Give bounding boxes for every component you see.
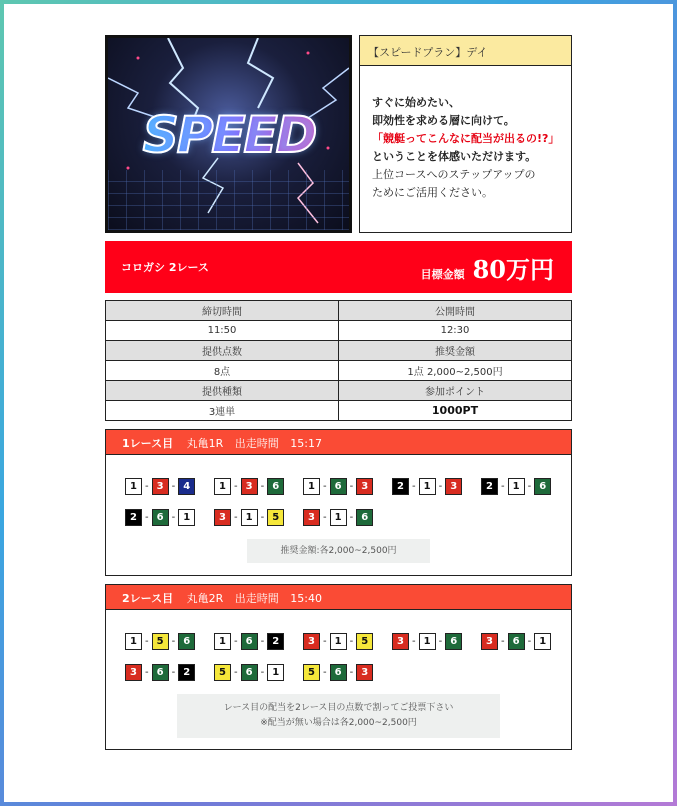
trifecta-combo (481, 477, 570, 496)
combo-separator: - (234, 512, 238, 523)
boat-number-badge: 1 (303, 478, 320, 495)
plan-description (360, 66, 571, 202)
boat-number-badge: 5 (303, 664, 320, 681)
goal-amount-group (421, 250, 554, 285)
boat-number-badge: 3 (356, 478, 373, 495)
combo-row (125, 508, 571, 527)
table-header-cell: 提供点数 (106, 341, 339, 361)
desc-line: すぐに始めたい、 (372, 96, 460, 109)
table-header-cell: 提供種類 (106, 381, 339, 401)
hero-section (105, 35, 572, 233)
combo-separator: - (527, 481, 532, 492)
boat-number-badge: 4 (178, 478, 195, 495)
boat-number-badge: 1 (330, 509, 347, 526)
race-2-block (105, 584, 572, 750)
trifecta-combo (125, 632, 214, 651)
boat-number-badge: 3 (303, 633, 320, 650)
note-line: レース目の配当を2レース目の点数で割ってご投票下さい (223, 703, 454, 713)
combo-separator: - (145, 481, 149, 492)
table-cell: 1点 2,000~2,500円 (339, 361, 572, 381)
combo-row (125, 477, 571, 496)
boat-number-badge: 2 (481, 478, 498, 495)
race-venue: 丸亀1R (186, 437, 224, 450)
goal-amount: 80万円 (472, 254, 554, 284)
boat-number-badge: 1 (214, 633, 231, 650)
table-row (106, 361, 572, 381)
race-count-label: コロガシ 2レース (121, 261, 209, 274)
table-cell: 11:50 (106, 321, 339, 341)
boat-number-badge: 2 (125, 509, 142, 526)
combo-separator: - (438, 636, 443, 647)
table-cell: 12:30 (339, 321, 572, 341)
combo-separator: - (171, 512, 176, 523)
table-row (106, 321, 572, 341)
boat-number-badge: 1 (125, 478, 142, 495)
combo-separator: - (323, 481, 327, 492)
boat-number-badge: 6 (152, 664, 169, 681)
boat-number-badge: 3 (152, 478, 169, 495)
trifecta-combo (214, 632, 303, 651)
trifecta-combo (303, 663, 392, 682)
boat-number-badge: 2 (392, 478, 409, 495)
content-wrapper (105, 35, 572, 750)
combo-separator: - (349, 636, 354, 647)
plan-info-box (359, 35, 572, 233)
combo-separator: - (412, 636, 416, 647)
table-header-cell: 推奨金額 (339, 341, 572, 361)
trifecta-combo (303, 632, 392, 651)
desc-line: ためにご活用ください。 (372, 186, 493, 199)
boat-number-badge: 1 (508, 478, 525, 495)
desc-line: ということを体感いただけます。 (372, 150, 537, 163)
table-row (106, 401, 572, 421)
boat-number-badge: 3 (125, 664, 142, 681)
table-header-cell: 参加ポイント (339, 381, 572, 401)
boat-number-badge: 3 (214, 509, 231, 526)
start-label: 出走時間 (234, 592, 279, 605)
boat-number-badge: 1 (241, 509, 258, 526)
table-header-cell: 公開時間 (339, 301, 572, 321)
combo-separator: - (234, 481, 238, 492)
combo-separator: - (412, 481, 416, 492)
combo-separator: - (171, 636, 176, 647)
combo-separator: - (260, 636, 265, 647)
combo-separator: - (323, 667, 327, 678)
boat-number-badge: 6 (152, 509, 169, 526)
page-frame (4, 4, 673, 802)
combo-separator: - (323, 512, 327, 523)
trifecta-combo (392, 477, 481, 496)
combo-separator: - (323, 636, 327, 647)
instruction-note (177, 694, 500, 738)
combo-separator: - (145, 636, 149, 647)
combo-separator: - (234, 667, 238, 678)
boat-number-badge: 6 (241, 664, 258, 681)
boat-number-badge: 1 (267, 664, 284, 681)
boat-number-badge: 6 (445, 633, 462, 650)
combo-separator: - (260, 512, 265, 523)
start-time: 15:40 (290, 592, 322, 605)
combo-separator: - (501, 481, 505, 492)
trifecta-combo (303, 508, 392, 527)
combo-list (106, 610, 571, 682)
combo-separator: - (171, 481, 176, 492)
boat-number-badge: 1 (419, 633, 436, 650)
desc-line-highlight: 「競艇ってこんなに配当が出るの!?」 (372, 132, 560, 145)
boat-number-badge: 6 (178, 633, 195, 650)
trifecta-combo (214, 663, 303, 682)
start-label: 出走時間 (234, 437, 279, 450)
desc-line: 即効性を求める層に向けて。 (372, 114, 515, 127)
combo-separator: - (234, 636, 238, 647)
boat-number-badge: 1 (330, 633, 347, 650)
combo-separator: - (501, 636, 505, 647)
boat-number-badge: 2 (267, 633, 284, 650)
combo-separator: - (349, 512, 354, 523)
note-line: ※配当が無い場合は各2,000~2,500円 (260, 718, 417, 728)
race-venue: 丸亀2R (186, 592, 224, 605)
combo-row (125, 663, 571, 682)
plan-title: 【スピードプラン】デイ (360, 36, 571, 66)
boat-number-badge: 1 (125, 633, 142, 650)
combo-separator: - (349, 481, 354, 492)
race-2-header (106, 585, 571, 610)
combo-separator: - (527, 636, 532, 647)
table-cell: 3連単 (106, 401, 339, 421)
note-line: 推奨金額:各2,000~2,500円 (280, 546, 397, 556)
boat-number-badge: 1 (214, 478, 231, 495)
combo-separator: - (260, 481, 265, 492)
table-row (106, 341, 572, 361)
boat-number-badge: 3 (356, 664, 373, 681)
trifecta-combo (125, 663, 214, 682)
boat-number-badge: 3 (241, 478, 258, 495)
recommend-note (247, 539, 430, 563)
boat-number-badge: 1 (178, 509, 195, 526)
boat-number-badge: 5 (214, 664, 231, 681)
combo-separator: - (260, 667, 265, 678)
boat-number-badge: 6 (330, 478, 347, 495)
boat-number-badge: 1 (534, 633, 551, 650)
target-banner (105, 241, 572, 293)
boat-number-badge: 6 (508, 633, 525, 650)
combo-separator: - (145, 512, 149, 523)
info-table (105, 300, 572, 421)
boat-number-badge: 3 (445, 478, 462, 495)
boat-number-badge: 6 (330, 664, 347, 681)
grid-floor (108, 170, 349, 230)
boat-number-badge: 5 (267, 509, 284, 526)
boat-number-badge: 3 (303, 509, 320, 526)
boat-number-badge: 6 (534, 478, 551, 495)
goal-label: 目標金額 (420, 267, 465, 281)
table-row (106, 381, 572, 401)
boat-number-badge: 5 (356, 633, 373, 650)
trifecta-combo (125, 508, 214, 527)
speed-logo-text: SPEED (116, 106, 342, 164)
boat-number-badge: 6 (356, 509, 373, 526)
boat-number-badge: 1 (419, 478, 436, 495)
combo-separator: - (349, 667, 354, 678)
desc-line: 上位コースへのステップアップの (372, 168, 536, 181)
race-title: 1レース目 (122, 437, 174, 450)
table-header-cell: 締切時間 (106, 301, 339, 321)
combo-separator: - (171, 667, 176, 678)
table-cell: 1000PT (339, 401, 572, 421)
race-1-block (105, 429, 572, 576)
trifecta-combo (392, 632, 481, 651)
start-time: 15:17 (290, 437, 322, 450)
trifecta-combo (481, 632, 570, 651)
combo-separator: - (145, 667, 149, 678)
speed-banner-image (105, 35, 352, 233)
table-row (106, 301, 572, 321)
trifecta-combo (303, 477, 392, 496)
boat-number-badge: 3 (481, 633, 498, 650)
race-1-header (106, 430, 571, 455)
boat-number-badge: 3 (392, 633, 409, 650)
boat-number-badge: 6 (267, 478, 284, 495)
boat-number-badge: 2 (178, 664, 195, 681)
boat-number-badge: 6 (241, 633, 258, 650)
race-title: 2レース目 (122, 592, 174, 605)
trifecta-combo (125, 477, 214, 496)
trifecta-combo (214, 508, 303, 527)
boat-number-badge: 5 (152, 633, 169, 650)
trifecta-combo (214, 477, 303, 496)
combo-list (106, 455, 571, 527)
combo-separator: - (438, 481, 443, 492)
table-cell: 8点 (106, 361, 339, 381)
combo-row (125, 632, 571, 651)
